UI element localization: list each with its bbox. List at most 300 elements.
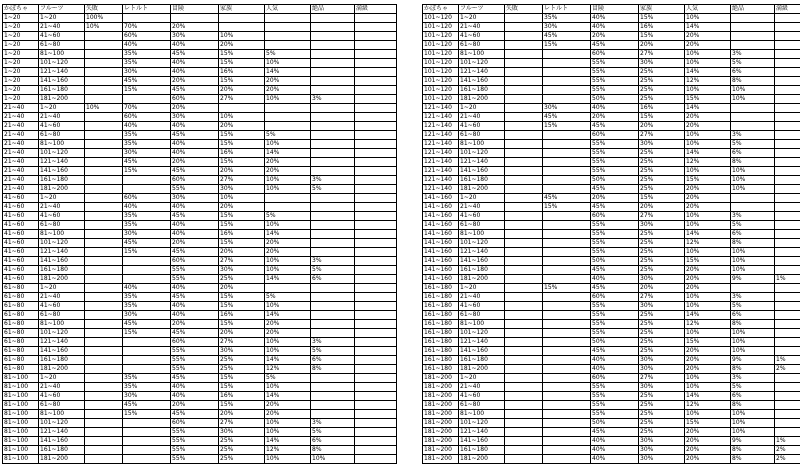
table-cell[interactable]: 20%: [685, 455, 731, 464]
table-cell[interactable]: 55%: [591, 410, 639, 419]
table-cell[interactable]: 21~40: [3, 176, 39, 185]
table-cell[interactable]: 5%: [731, 59, 775, 68]
table-cell[interactable]: 81~100: [3, 455, 39, 464]
table-cell[interactable]: [355, 95, 397, 104]
table-cell[interactable]: 40%: [591, 356, 639, 365]
table-cell[interactable]: 15%: [685, 176, 731, 185]
table-cell[interactable]: [311, 302, 355, 311]
table-cell[interactable]: [85, 338, 123, 347]
table-cell[interactable]: [355, 248, 397, 257]
table-cell[interactable]: [543, 356, 591, 365]
table-cell[interactable]: 15%: [543, 284, 591, 293]
table-cell[interactable]: [505, 59, 543, 68]
table-cell[interactable]: 25%: [639, 419, 685, 428]
table-cell[interactable]: 161~180: [423, 320, 459, 329]
table-cell[interactable]: 41~60: [3, 257, 39, 266]
table-cell[interactable]: 14%: [685, 311, 731, 320]
table-cell[interactable]: 161~180: [459, 86, 505, 95]
table-cell[interactable]: 3%: [311, 257, 355, 266]
table-cell[interactable]: [543, 149, 591, 158]
table-cell[interactable]: 20%: [685, 446, 731, 455]
table-cell[interactable]: [265, 122, 311, 131]
table-cell[interactable]: [85, 257, 123, 266]
table-cell[interactable]: 25%: [639, 401, 685, 410]
table-cell[interactable]: 20%: [219, 86, 265, 95]
table-cell[interactable]: 41~60: [39, 392, 85, 401]
table-cell[interactable]: 27%: [219, 419, 265, 428]
table-cell[interactable]: [85, 131, 123, 140]
table-cell[interactable]: [355, 158, 397, 167]
table-cell[interactable]: 41~60: [459, 32, 505, 41]
table-cell[interactable]: [311, 410, 355, 419]
table-cell[interactable]: 181~200: [423, 401, 459, 410]
table-cell[interactable]: 40%: [171, 230, 219, 239]
table-cell[interactable]: [731, 194, 775, 203]
table-cell[interactable]: 12%: [685, 320, 731, 329]
table-cell[interactable]: 41~60: [39, 302, 85, 311]
table-cell[interactable]: 21~40: [39, 203, 85, 212]
table-cell[interactable]: 30%: [639, 365, 685, 374]
table-cell[interactable]: [505, 302, 543, 311]
table-cell[interactable]: 30%: [639, 437, 685, 446]
table-cell[interactable]: [775, 149, 800, 158]
table-cell[interactable]: [311, 212, 355, 221]
table-cell[interactable]: [775, 410, 800, 419]
table-cell[interactable]: [85, 122, 123, 131]
table-cell[interactable]: 30%: [219, 266, 265, 275]
table-cell[interactable]: [265, 32, 311, 41]
table-cell[interactable]: 161~180: [423, 293, 459, 302]
table-cell[interactable]: [85, 266, 123, 275]
table-cell[interactable]: [219, 23, 265, 32]
table-cell[interactable]: [123, 437, 171, 446]
table-cell[interactable]: 14%: [265, 356, 311, 365]
table-cell[interactable]: 20%: [685, 437, 731, 446]
table-cell[interactable]: 35%: [543, 14, 591, 23]
table-cell[interactable]: 121~140: [39, 248, 85, 257]
table-cell[interactable]: 181~200: [423, 419, 459, 428]
table-cell[interactable]: 20%: [685, 356, 731, 365]
table-cell[interactable]: 15%: [219, 212, 265, 221]
table-cell[interactable]: [731, 32, 775, 41]
table-cell[interactable]: 21~40: [459, 203, 505, 212]
table-cell[interactable]: [505, 365, 543, 374]
table-cell[interactable]: [505, 374, 543, 383]
table-cell[interactable]: 10%: [731, 248, 775, 257]
table-cell[interactable]: 6%: [731, 311, 775, 320]
table-cell[interactable]: [775, 257, 800, 266]
table-cell[interactable]: 41~60: [3, 239, 39, 248]
table-cell[interactable]: [775, 428, 800, 437]
table-cell[interactable]: 15%: [639, 14, 685, 23]
table-cell[interactable]: 55%: [591, 149, 639, 158]
table-cell[interactable]: 141~160: [423, 212, 459, 221]
table-cell[interactable]: 3%: [731, 131, 775, 140]
table-cell[interactable]: 45%: [123, 320, 171, 329]
table-cell[interactable]: 141~160: [459, 347, 505, 356]
table-cell[interactable]: 15%: [219, 59, 265, 68]
table-cell[interactable]: 40%: [591, 446, 639, 455]
table-cell[interactable]: 101~120: [39, 419, 85, 428]
table-cell[interactable]: 20%: [685, 41, 731, 50]
table-cell[interactable]: 10%: [265, 257, 311, 266]
table-cell[interactable]: 30%: [123, 230, 171, 239]
table-cell[interactable]: [85, 140, 123, 149]
table-cell[interactable]: 141~160: [459, 437, 505, 446]
table-cell[interactable]: [355, 293, 397, 302]
table-cell[interactable]: 10%: [685, 167, 731, 176]
table-cell[interactable]: 45%: [591, 41, 639, 50]
table-cell[interactable]: [505, 446, 543, 455]
table-cell[interactable]: 3%: [311, 419, 355, 428]
table-cell[interactable]: 55%: [591, 248, 639, 257]
table-cell[interactable]: [355, 257, 397, 266]
table-cell[interactable]: [775, 338, 800, 347]
table-cell[interactable]: [85, 383, 123, 392]
table-cell[interactable]: 25%: [639, 176, 685, 185]
table-cell[interactable]: 25%: [639, 428, 685, 437]
table-cell[interactable]: 21~40: [39, 383, 85, 392]
table-cell[interactable]: [311, 284, 355, 293]
table-cell[interactable]: [505, 356, 543, 365]
table-cell[interactable]: 1~20: [3, 77, 39, 86]
table-cell[interactable]: 55%: [591, 59, 639, 68]
table-cell[interactable]: 15%: [123, 248, 171, 257]
table-cell[interactable]: 40%: [123, 41, 171, 50]
table-cell[interactable]: [775, 293, 800, 302]
table-cell[interactable]: 30%: [219, 428, 265, 437]
table-cell[interactable]: 50%: [591, 419, 639, 428]
table-cell[interactable]: 20%: [685, 428, 731, 437]
table-cell[interactable]: 1~20: [39, 194, 85, 203]
table-cell[interactable]: 15%: [639, 113, 685, 122]
table-cell[interactable]: [775, 95, 800, 104]
table-cell[interactable]: 45%: [123, 77, 171, 86]
table-cell[interactable]: [355, 401, 397, 410]
table-cell[interactable]: [775, 176, 800, 185]
table-cell[interactable]: 15%: [219, 383, 265, 392]
table-cell[interactable]: 3%: [311, 95, 355, 104]
table-cell[interactable]: 35%: [123, 140, 171, 149]
table-cell[interactable]: 55%: [171, 365, 219, 374]
table-cell[interactable]: 20%: [591, 113, 639, 122]
table-cell[interactable]: [543, 230, 591, 239]
table-cell[interactable]: 121~140: [423, 122, 459, 131]
table-cell[interactable]: 50%: [591, 176, 639, 185]
table-cell[interactable]: 30%: [171, 194, 219, 203]
table-cell[interactable]: [505, 428, 543, 437]
table-cell[interactable]: 121~140: [423, 131, 459, 140]
table-cell[interactable]: [85, 149, 123, 158]
table-cell[interactable]: [355, 230, 397, 239]
table-cell[interactable]: [311, 239, 355, 248]
table-cell[interactable]: [123, 275, 171, 284]
table-cell[interactable]: 15%: [123, 86, 171, 95]
table-cell[interactable]: 35%: [123, 383, 171, 392]
table-cell[interactable]: 20%: [219, 41, 265, 50]
table-cell[interactable]: 1~20: [3, 86, 39, 95]
table-cell[interactable]: [775, 239, 800, 248]
table-cell[interactable]: 20%: [685, 122, 731, 131]
table-cell[interactable]: 27%: [639, 50, 685, 59]
table-cell[interactable]: 30%: [171, 32, 219, 41]
table-cell[interactable]: 1~20: [459, 194, 505, 203]
table-cell[interactable]: [311, 293, 355, 302]
table-cell[interactable]: 10%: [731, 338, 775, 347]
header-cell[interactable]: 絶品: [311, 5, 355, 14]
table-cell[interactable]: 161~180: [459, 356, 505, 365]
table-cell[interactable]: 27%: [639, 293, 685, 302]
table-cell[interactable]: [355, 221, 397, 230]
table-cell[interactable]: 20%: [265, 77, 311, 86]
table-cell[interactable]: 61~80: [39, 41, 85, 50]
table-cell[interactable]: 25%: [639, 329, 685, 338]
table-cell[interactable]: 1%: [775, 356, 800, 365]
table-cell[interactable]: 40%: [591, 14, 639, 23]
table-cell[interactable]: 55%: [591, 77, 639, 86]
table-cell[interactable]: 161~180: [423, 329, 459, 338]
table-cell[interactable]: 10%: [85, 23, 123, 32]
table-cell[interactable]: [731, 14, 775, 23]
table-cell[interactable]: 20%: [639, 203, 685, 212]
header-cell[interactable]: フルーツ: [39, 5, 85, 14]
table-cell[interactable]: 41~60: [3, 266, 39, 275]
table-cell[interactable]: [543, 320, 591, 329]
table-cell[interactable]: 3%: [311, 338, 355, 347]
table-cell[interactable]: 101~120: [459, 239, 505, 248]
table-cell[interactable]: [311, 77, 355, 86]
table-cell[interactable]: 21~40: [459, 23, 505, 32]
table-cell[interactable]: 181~200: [39, 95, 85, 104]
table-cell[interactable]: 141~160: [39, 347, 85, 356]
table-cell[interactable]: 81~100: [39, 230, 85, 239]
table-cell[interactable]: 20%: [685, 275, 731, 284]
table-cell[interactable]: [355, 437, 397, 446]
table-cell[interactable]: [505, 392, 543, 401]
table-cell[interactable]: [505, 230, 543, 239]
table-cell[interactable]: [775, 122, 800, 131]
table-cell[interactable]: [355, 122, 397, 131]
table-cell[interactable]: [85, 356, 123, 365]
table-cell[interactable]: 15%: [639, 32, 685, 41]
table-cell[interactable]: 8%: [731, 455, 775, 464]
table-cell[interactable]: [85, 428, 123, 437]
table-cell[interactable]: 181~200: [459, 455, 505, 464]
table-cell[interactable]: 141~160: [459, 167, 505, 176]
table-cell[interactable]: 10%: [731, 347, 775, 356]
table-cell[interactable]: 45%: [591, 185, 639, 194]
table-cell[interactable]: [775, 23, 800, 32]
table-cell[interactable]: [355, 374, 397, 383]
table-cell[interactable]: 50%: [591, 95, 639, 104]
table-cell[interactable]: 1%: [775, 275, 800, 284]
table-cell[interactable]: [543, 275, 591, 284]
table-cell[interactable]: 21~40: [3, 113, 39, 122]
table-cell[interactable]: 25%: [639, 86, 685, 95]
table-cell[interactable]: [775, 59, 800, 68]
table-cell[interactable]: [543, 302, 591, 311]
table-cell[interactable]: 41~60: [3, 212, 39, 221]
table-cell[interactable]: [505, 437, 543, 446]
table-cell[interactable]: 15%: [219, 401, 265, 410]
table-cell[interactable]: 1~20: [459, 14, 505, 23]
table-cell[interactable]: 10%: [731, 419, 775, 428]
table-cell[interactable]: 25%: [639, 230, 685, 239]
table-cell[interactable]: 5%: [731, 383, 775, 392]
table-cell[interactable]: [543, 59, 591, 68]
table-cell[interactable]: [775, 185, 800, 194]
table-cell[interactable]: 101~120: [423, 32, 459, 41]
table-cell[interactable]: [85, 50, 123, 59]
table-cell[interactable]: 141~160: [39, 77, 85, 86]
table-cell[interactable]: 27%: [219, 95, 265, 104]
table-cell[interactable]: [311, 194, 355, 203]
table-cell[interactable]: [85, 113, 123, 122]
table-cell[interactable]: 16%: [639, 104, 685, 113]
table-cell[interactable]: 20%: [171, 77, 219, 86]
table-cell[interactable]: [311, 23, 355, 32]
table-cell[interactable]: 16%: [219, 392, 265, 401]
table-cell[interactable]: [775, 284, 800, 293]
table-cell[interactable]: 5%: [311, 185, 355, 194]
table-cell[interactable]: 15%: [685, 95, 731, 104]
table-cell[interactable]: 141~160: [423, 266, 459, 275]
table-cell[interactable]: [775, 41, 800, 50]
table-cell[interactable]: 21~40: [3, 149, 39, 158]
table-cell[interactable]: 5%: [731, 302, 775, 311]
table-cell[interactable]: 10%: [265, 176, 311, 185]
table-cell[interactable]: [85, 158, 123, 167]
table-cell[interactable]: [505, 122, 543, 131]
table-cell[interactable]: [505, 50, 543, 59]
table-cell[interactable]: [85, 230, 123, 239]
table-cell[interactable]: 40%: [591, 437, 639, 446]
table-cell[interactable]: 45%: [543, 113, 591, 122]
table-cell[interactable]: [311, 230, 355, 239]
table-cell[interactable]: 16%: [639, 23, 685, 32]
table-cell[interactable]: 101~120: [459, 59, 505, 68]
table-cell[interactable]: 60%: [171, 257, 219, 266]
table-cell[interactable]: [311, 14, 355, 23]
table-cell[interactable]: [775, 77, 800, 86]
table-cell[interactable]: 81~100: [459, 230, 505, 239]
table-cell[interactable]: 101~120: [423, 14, 459, 23]
table-cell[interactable]: [775, 248, 800, 257]
table-cell[interactable]: [355, 311, 397, 320]
table-cell[interactable]: [543, 455, 591, 464]
table-cell[interactable]: [355, 419, 397, 428]
table-cell[interactable]: 121~140: [423, 176, 459, 185]
table-cell[interactable]: [775, 203, 800, 212]
table-cell[interactable]: 161~180: [459, 266, 505, 275]
table-cell[interactable]: 41~60: [3, 221, 39, 230]
header-cell[interactable]: 満級: [355, 5, 397, 14]
table-cell[interactable]: 55%: [591, 320, 639, 329]
table-cell[interactable]: 81~100: [39, 140, 85, 149]
table-cell[interactable]: 25%: [219, 446, 265, 455]
table-cell[interactable]: [355, 284, 397, 293]
table-cell[interactable]: 21~40: [3, 167, 39, 176]
table-cell[interactable]: 20%: [171, 239, 219, 248]
table-cell[interactable]: 2%: [775, 365, 800, 374]
table-cell[interactable]: 45%: [591, 284, 639, 293]
table-cell[interactable]: 60%: [171, 419, 219, 428]
header-cell[interactable]: レトルト: [123, 5, 171, 14]
table-cell[interactable]: 20%: [171, 320, 219, 329]
table-cell[interactable]: 14%: [265, 230, 311, 239]
table-cell[interactable]: 8%: [311, 365, 355, 374]
table-cell[interactable]: [775, 212, 800, 221]
table-cell[interactable]: 81~100: [459, 50, 505, 59]
table-cell[interactable]: 161~180: [39, 176, 85, 185]
table-cell[interactable]: [775, 419, 800, 428]
table-cell[interactable]: 21~40: [3, 140, 39, 149]
table-cell[interactable]: 15%: [123, 329, 171, 338]
table-cell[interactable]: 81~100: [39, 320, 85, 329]
table-cell[interactable]: 141~160: [39, 257, 85, 266]
table-cell[interactable]: 3%: [731, 50, 775, 59]
table-cell[interactable]: [355, 104, 397, 113]
table-cell[interactable]: [85, 239, 123, 248]
table-cell[interactable]: 25%: [639, 77, 685, 86]
table-cell[interactable]: 20%: [685, 185, 731, 194]
table-cell[interactable]: 181~200: [423, 446, 459, 455]
table-cell[interactable]: 30%: [219, 185, 265, 194]
table-cell[interactable]: 41~60: [3, 203, 39, 212]
table-cell[interactable]: 15%: [219, 158, 265, 167]
table-cell[interactable]: 21~40: [459, 383, 505, 392]
table-cell[interactable]: 81~100: [459, 140, 505, 149]
table-cell[interactable]: 141~160: [423, 275, 459, 284]
table-cell[interactable]: 30%: [639, 59, 685, 68]
table-cell[interactable]: [505, 329, 543, 338]
table-cell[interactable]: 35%: [123, 131, 171, 140]
header-cell[interactable]: かぼちゃ: [423, 5, 459, 14]
table-cell[interactable]: 60%: [591, 293, 639, 302]
table-cell[interactable]: [311, 41, 355, 50]
table-cell[interactable]: 45%: [123, 401, 171, 410]
table-cell[interactable]: 25%: [639, 392, 685, 401]
table-cell[interactable]: [85, 203, 123, 212]
table-cell[interactable]: 141~160: [459, 77, 505, 86]
table-cell[interactable]: 61~80: [459, 401, 505, 410]
table-cell[interactable]: 5%: [265, 293, 311, 302]
table-cell[interactable]: 30%: [639, 446, 685, 455]
table-cell[interactable]: 20%: [685, 203, 731, 212]
table-cell[interactable]: 10%: [219, 32, 265, 41]
table-cell[interactable]: [505, 41, 543, 50]
table-cell[interactable]: 10%: [265, 455, 311, 464]
table-cell[interactable]: [123, 338, 171, 347]
table-cell[interactable]: 10%: [731, 257, 775, 266]
table-cell[interactable]: 8%: [731, 320, 775, 329]
table-cell[interactable]: [543, 293, 591, 302]
table-cell[interactable]: [311, 149, 355, 158]
table-cell[interactable]: 20%: [265, 320, 311, 329]
table-cell[interactable]: 161~180: [423, 356, 459, 365]
table-cell[interactable]: 45%: [591, 266, 639, 275]
table-cell[interactable]: 10%: [731, 410, 775, 419]
table-cell[interactable]: 30%: [639, 302, 685, 311]
table-cell[interactable]: 121~140: [459, 248, 505, 257]
table-cell[interactable]: [355, 86, 397, 95]
table-cell[interactable]: [543, 383, 591, 392]
table-cell[interactable]: [123, 95, 171, 104]
table-cell[interactable]: 60%: [123, 194, 171, 203]
table-cell[interactable]: 14%: [265, 68, 311, 77]
table-cell[interactable]: 35%: [123, 50, 171, 59]
table-cell[interactable]: 3%: [731, 212, 775, 221]
